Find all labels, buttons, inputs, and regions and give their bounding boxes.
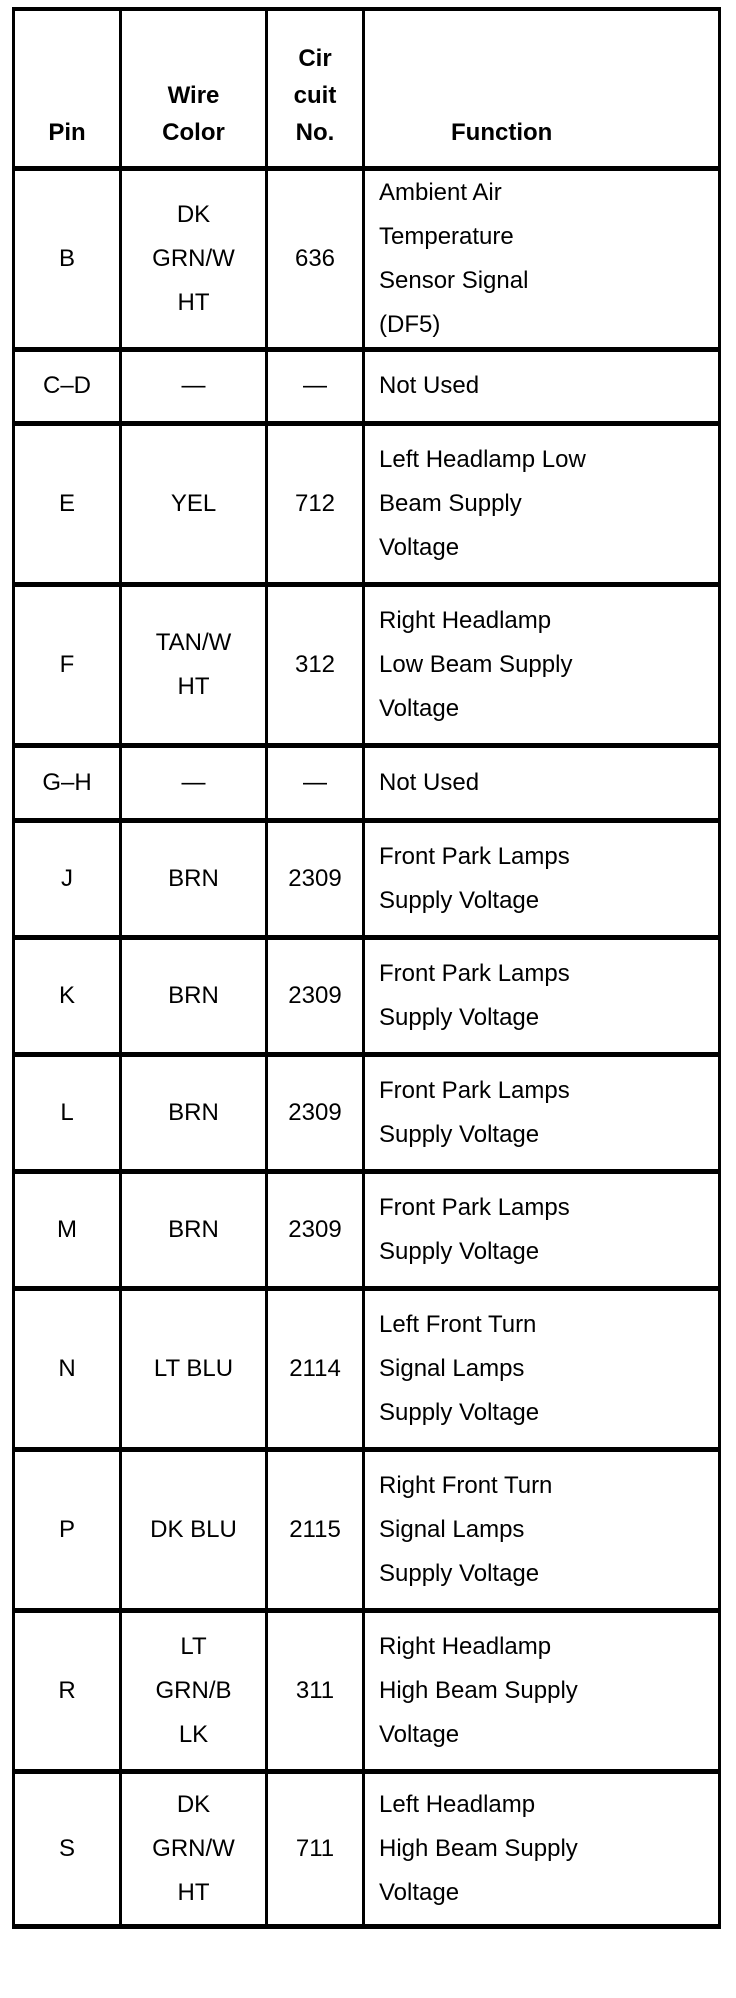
circuit-no-cell-text: 2115 <box>289 1515 341 1543</box>
wire-color-cell-text: DK GRN/W HT <box>152 200 235 316</box>
function-cell <box>364 745 720 820</box>
connector-pinout-table <box>12 7 721 1929</box>
circuit-no-cell-text: 712 <box>294 489 336 517</box>
header-wire-color: Wire Color <box>121 9 267 168</box>
pin-cell-text: C–D <box>42 372 91 399</box>
circuit-no-cell <box>267 1449 364 1610</box>
pin-cell <box>14 1288 121 1449</box>
circuit-no-cell-text: 2309 <box>288 1215 342 1243</box>
circuit-no-cell-text: — <box>303 768 327 796</box>
pin-cell-text: R <box>58 1676 76 1704</box>
header-function: Function <box>364 9 720 168</box>
wire-color-cell <box>121 1449 267 1610</box>
wire-color-cell <box>121 1771 267 1926</box>
function-cell-text: Not Used <box>379 768 480 796</box>
pin-cell <box>14 1054 121 1171</box>
pin-cell-text: K <box>58 981 75 1009</box>
table-row <box>14 584 720 745</box>
circuit-no-cell-text: 311 <box>295 1676 335 1704</box>
wire-color-cell-text: BRN <box>168 864 219 892</box>
pin-cell <box>14 423 121 584</box>
wire-color-cell <box>121 1288 267 1449</box>
circuit-no-cell <box>267 1771 364 1926</box>
function-cell-text: Front Park Lamps Supply Voltage <box>379 1076 570 1148</box>
function-cell-text: Right Headlamp High Beam Supply Voltage <box>379 1632 578 1748</box>
function-cell <box>364 1054 720 1171</box>
function-cell <box>364 937 720 1054</box>
function-cell <box>364 349 720 423</box>
circuit-no-cell <box>267 1288 364 1449</box>
pin-cell <box>14 1171 121 1288</box>
pin-cell-text: J <box>61 864 73 892</box>
wire-color-cell <box>121 820 267 937</box>
wire-color-cell-text: LT BLU <box>153 1354 234 1382</box>
circuit-no-cell <box>267 1054 364 1171</box>
circuit-no-cell <box>267 423 364 584</box>
pin-cell <box>14 1771 121 1926</box>
wire-color-cell <box>121 937 267 1054</box>
table-row <box>14 168 720 349</box>
function-cell-text: Left Front Turn Signal Lamps Supply Voltage <box>379 1310 540 1426</box>
pin-cell <box>14 820 121 937</box>
circuit-no-cell <box>267 349 364 423</box>
function-cell-text: Not Used <box>379 372 480 399</box>
function-cell-text: Right Front Turn Signal Lamps Supply Voltage <box>379 1471 553 1587</box>
circuit-no-cell <box>267 937 364 1054</box>
pin-cell <box>14 349 121 423</box>
header-row <box>14 9 720 168</box>
pin-cell-text: P <box>58 1515 75 1543</box>
pin-cell <box>14 937 121 1054</box>
circuit-no-cell-text: 2309 <box>288 981 342 1009</box>
table-row <box>14 820 720 937</box>
table-row <box>14 1610 720 1771</box>
circuit-no-cell <box>267 1610 364 1771</box>
table-row <box>14 349 720 423</box>
circuit-no-cell-text: 636 <box>294 244 336 272</box>
circuit-no-cell-text: 312 <box>294 650 336 678</box>
pin-cell-text: B <box>58 244 75 272</box>
function-cell <box>364 584 720 745</box>
circuit-no-cell <box>267 820 364 937</box>
function-cell-text: Ambient Air Temperature Sensor Signal (DF5) <box>379 178 529 338</box>
function-cell <box>364 1449 720 1610</box>
pin-cell <box>14 745 121 820</box>
pin-cell-text: S <box>58 1834 75 1862</box>
wire-color-cell <box>121 349 267 423</box>
circuit-no-cell-text: 2114 <box>289 1354 341 1382</box>
pin-cell-text: M <box>57 1215 77 1243</box>
circuit-no-cell-text: 2309 <box>288 864 342 892</box>
function-cell <box>364 1288 720 1449</box>
wire-color-cell <box>121 423 267 584</box>
wire-color-cell-text: BRN <box>168 1215 219 1243</box>
table-row <box>14 937 720 1054</box>
wire-color-cell-text: BRN <box>168 981 219 1009</box>
circuit-no-cell-text: 711 <box>295 1834 335 1862</box>
table-row <box>14 1054 720 1171</box>
wire-color-cell <box>121 1171 267 1288</box>
wire-color-cell-text: BRN <box>168 1098 219 1126</box>
function-cell <box>364 1771 720 1926</box>
circuit-no-cell <box>267 168 364 349</box>
function-cell-text: Left Headlamp Low Beam Supply Voltage <box>379 445 586 561</box>
function-cell <box>364 820 720 937</box>
function-cell <box>364 1171 720 1288</box>
circuit-no-cell <box>267 1171 364 1288</box>
wire-color-cell <box>121 745 267 820</box>
wire-color-cell-text: LT GRN/B LK <box>155 1632 232 1748</box>
function-cell-text: Front Park Lamps Supply Voltage <box>379 959 570 1031</box>
circuit-no-cell <box>267 745 364 820</box>
pin-cell-text: N <box>58 1354 76 1382</box>
pin-cell-text: L <box>60 1098 74 1126</box>
wire-color-cell-text: DK GRN/W HT <box>152 1790 235 1906</box>
circuit-no-cell-text: 2309 <box>288 1098 342 1126</box>
wire-color-cell <box>121 584 267 745</box>
function-cell-text: Right Headlamp Low Beam Supply Voltage <box>379 606 573 722</box>
table-row <box>14 1771 720 1926</box>
wire-color-cell-text: DK BLU <box>150 1515 237 1543</box>
wire-color-cell-text: — <box>181 768 206 796</box>
table-row <box>14 745 720 820</box>
pin-cell <box>14 168 121 349</box>
wire-color-cell <box>121 168 267 349</box>
function-cell-text: Left Headlamp High Beam Supply Voltage <box>379 1790 578 1906</box>
function-cell <box>364 423 720 584</box>
function-cell <box>364 1610 720 1771</box>
function-cell <box>364 168 720 349</box>
pin-cell-text: F <box>59 650 75 678</box>
pin-cell <box>14 584 121 745</box>
function-cell-text: Front Park Lamps Supply Voltage <box>379 842 570 914</box>
circuit-no-cell-text: — <box>303 372 327 399</box>
header-pin: Pin <box>14 9 121 168</box>
table-row <box>14 1171 720 1288</box>
wire-color-cell <box>121 1610 267 1771</box>
function-cell-text: Front Park Lamps Supply Voltage <box>379 1193 570 1265</box>
table-row <box>14 423 720 584</box>
wire-color-cell-text: YEL <box>170 489 217 517</box>
circuit-no-cell <box>267 584 364 745</box>
header-circuit-no: Cir cuit No. <box>267 9 364 168</box>
pin-cell-text: E <box>58 489 75 517</box>
pin-cell <box>14 1449 121 1610</box>
table-row <box>14 1288 720 1449</box>
wire-color-cell-text: — <box>181 372 206 399</box>
pin-cell-text: G–H <box>42 768 92 796</box>
wire-color-cell-text: TAN/W HT <box>155 628 232 700</box>
wire-color-cell <box>121 1054 267 1171</box>
table-row <box>14 1449 720 1610</box>
pin-cell <box>14 1610 121 1771</box>
